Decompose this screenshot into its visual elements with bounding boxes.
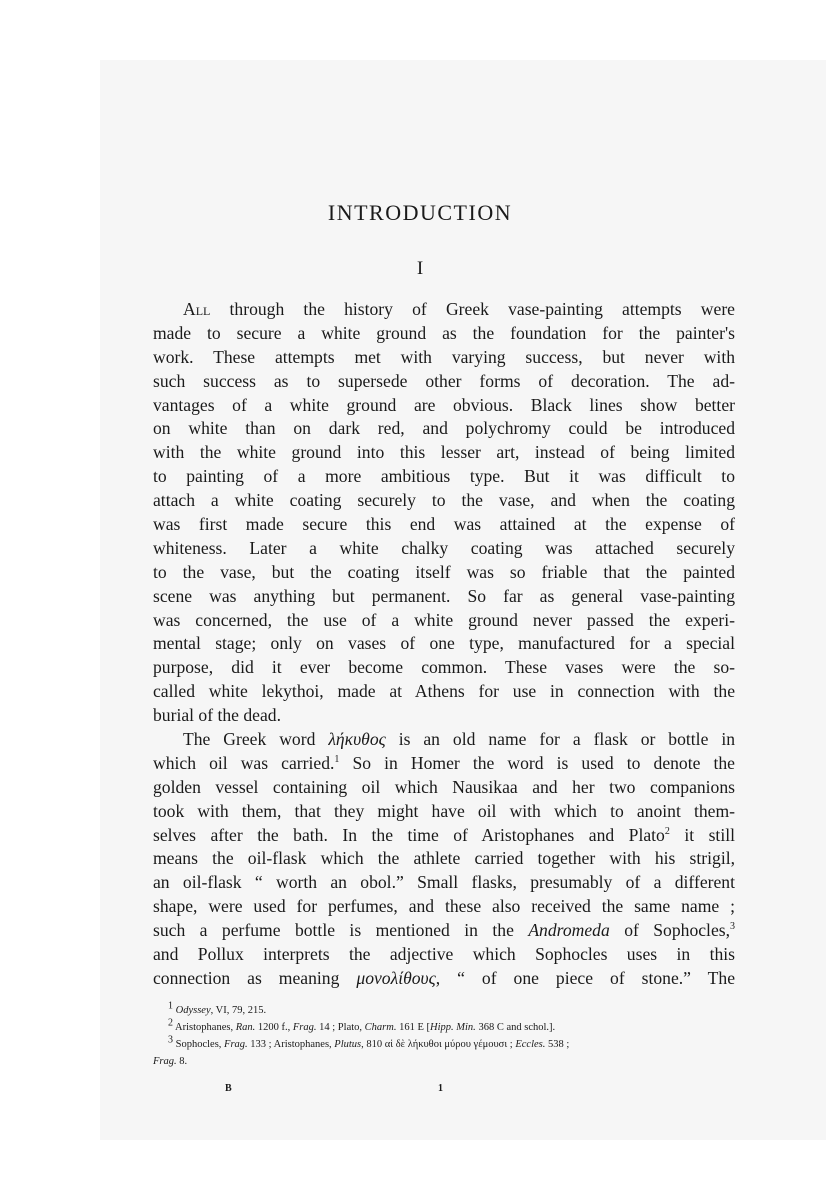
footnote-1: $^1$ Odyssey, VI, 79, 215.: [168, 1000, 267, 1016]
text-line: All through the history of Greek vase-painting attempts were: [183, 299, 735, 319]
text-line: golden vessel containing oil which Nausikaa and her two companions: [153, 776, 735, 797]
title-italic: Andromeda: [528, 920, 610, 941]
text-line: which oil was carried.$^1$ So in Homer the word is used to denote the: [153, 752, 735, 773]
chapter-heading: INTRODUCTION: [327, 200, 513, 225]
text-line: to painting of a more ambitious type. But it was difficult to: [153, 466, 735, 487]
greek-term: λήκυθος: [328, 729, 386, 750]
text-line: was concerned, the use of a white ground never passed the experi-: [153, 609, 735, 630]
section-numeral: I: [416, 258, 424, 279]
text-line: made to secure a white ground as the foundation for the painter's: [153, 322, 735, 343]
text-line: selves after the bath. In the time of Aristophanes and Plato$^2$ it still: [153, 824, 735, 845]
text-line: with the white ground into this lesser art, instead of being limited: [153, 442, 735, 463]
text-line: to the vase, but the coating itself was so friable that the painted: [153, 561, 735, 582]
footnote-2: $^2$ Aristophanes, Ran. 1200 f., Frag. 14 ; Plato, Charm. 161 E [Hipp. Min. 368 C and schol.].: [168, 1017, 556, 1033]
text-line: attach a white coating securely to the vase, and when the coating: [153, 490, 735, 511]
text-line: on white than on dark red, and polychromy could be introduced: [153, 418, 735, 439]
text-line: took with them, that they might have oil with which to anoint them-: [153, 800, 735, 821]
body-text: [153, 298, 735, 991]
paragraph-2: [153, 728, 735, 991]
text-line: such a perfume bottle is mentioned in the Andromeda of Sophocles,$^3$: [153, 920, 735, 941]
text-line: such success as to supersede other forms of decoration. The ad-: [153, 370, 735, 391]
greek-term: μονολίθους: [356, 967, 436, 988]
paragraph-1: [153, 298, 735, 728]
drop-word: All: [183, 299, 211, 319]
footnote-ref: 2: [664, 825, 670, 837]
text-line: purpose, did it ever become common. These vases were the so-: [153, 657, 735, 678]
text-line: whiteness. Later a white chalky coating was attached securely: [153, 537, 735, 558]
page-number: 1: [438, 1083, 443, 1094]
footnote-ref: 3: [730, 921, 735, 933]
footnotes: [153, 1002, 735, 1070]
text-line: shape, were used for perfumes, and these also received the same name ;: [153, 896, 735, 917]
footnote-ref: 1: [334, 754, 340, 766]
text-line: mental stage; only on vases of one type, manufactured for a special: [153, 633, 735, 654]
text-line: called white lekythoi, made at Athens for use in connection with the: [153, 681, 735, 702]
text-line: was first made secure this end was attained at the expense of: [153, 514, 735, 535]
signature-mark: B: [225, 1083, 232, 1094]
text-line: The Greek word λήκυθος is an old name for a flask or bottle in: [183, 729, 735, 750]
text-line: vantages of a white ground are obvious. Black lines show better: [153, 394, 735, 415]
text-line: and Pollux interprets the adjective which Sophocles uses in this: [153, 944, 735, 965]
text-line: scene was anything but permanent. So far as general vase-painting: [153, 585, 735, 606]
footnote-3: $^3$ Sophocles, Frag. 133 ; Aristophanes, Plutus, 810 αἱ δὲ λήκυθοι μύρου γέμουσι ; Eccles. 538 ;: [168, 1034, 570, 1050]
text-line: connection as meaning μονολίθους, “ of one piece of stone.” The: [153, 967, 736, 988]
text-line: burial of the dead.: [153, 705, 281, 726]
text-line: means the oil-flask which the athlete carried together with his strigil,: [153, 848, 735, 869]
footnote-3-continued: Frag. 8.: [153, 1056, 188, 1067]
text-line: an oil-flask “ worth an obol.” Small flasks, presumably of a different: [153, 872, 735, 893]
text-line: work. These attempts met with varying success, but never with: [153, 346, 735, 367]
